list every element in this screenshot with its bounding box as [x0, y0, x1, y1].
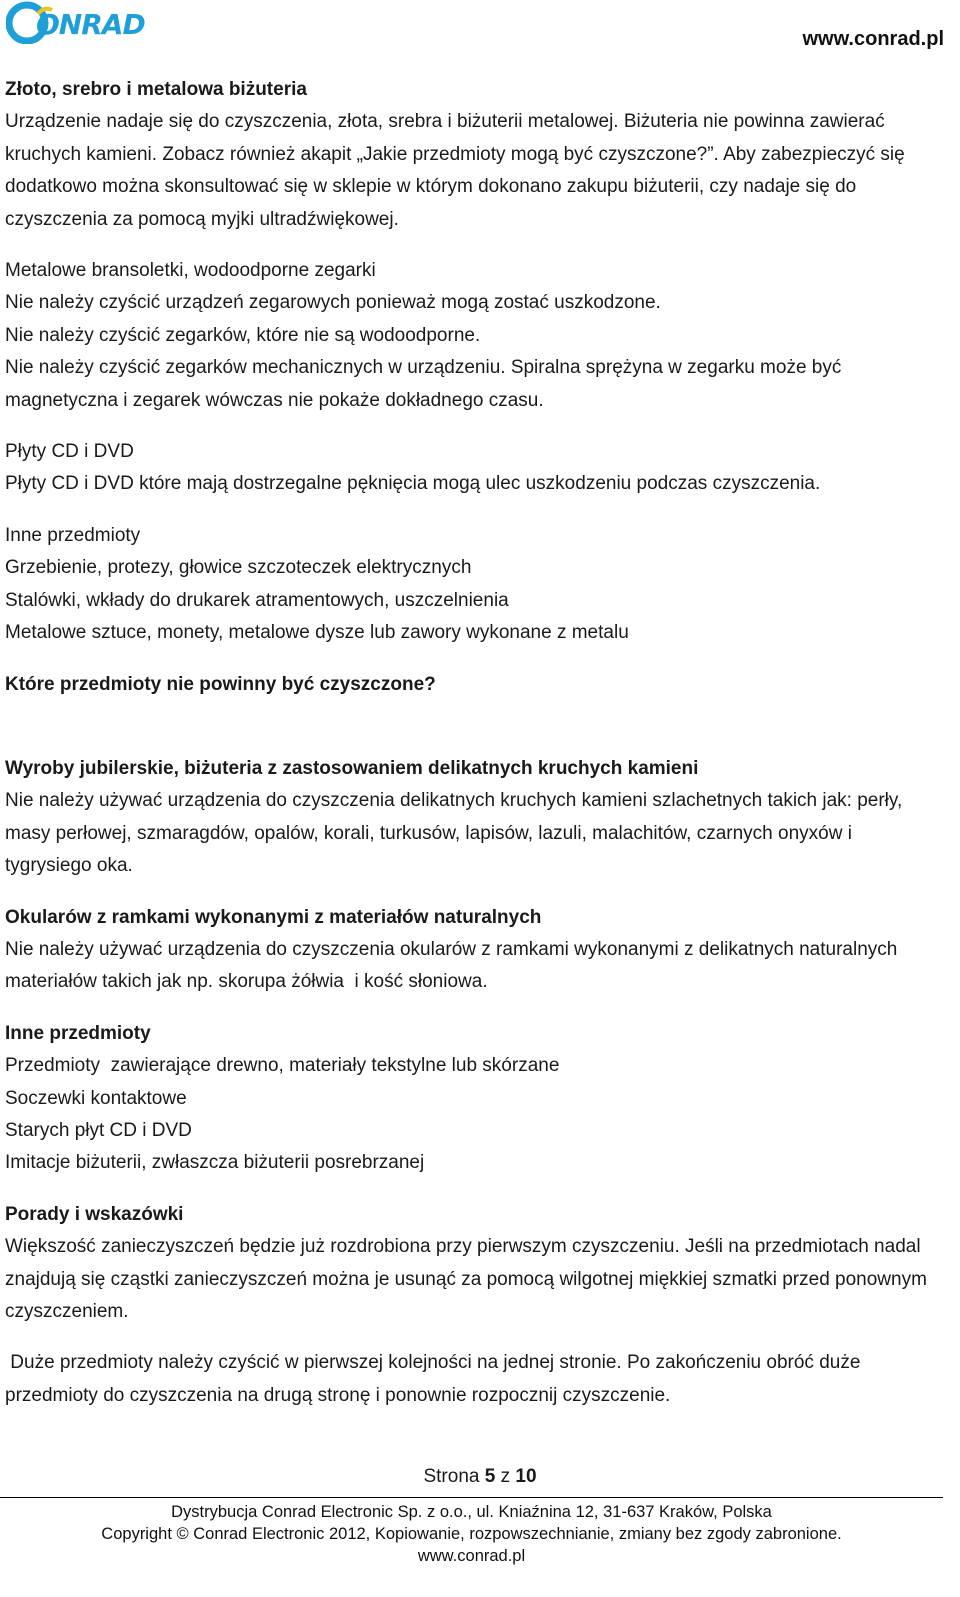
section-paragraph: Nie należy używać urządzenia do czyszczenia delikatnych kruchych kamieni szlachetnych takich jak: perły, masy perłowej, szmaragdów, opalów, korali, turkusów, lapisów, lazuli, malachitów, czarnych onyxów i tygrysiego oka. — [5, 790, 908, 877]
section-paragraph: Soczewki kontaktowe — [5, 1087, 187, 1109]
section-heading: Porady i wskazówki — [5, 1203, 184, 1225]
section-paragraph: Większość zanieczyszczeń będzie już rozdrobiona przy pierwszym czyszczeniu. Jeśli na przedmiotach nadal znajdują się cząstki zanieczyszczeń można je usunąć za pomocą wilgotnej miękkiej szmatki przed ponownym czyszczeniem. — [5, 1236, 933, 1322]
section-paragraph: Duże przedmioty należy czyścić w pierwszej kolejności na jednej stronie. Po zakończeniu obróć duże przedmioty do czyszczenia na drugą stronę i ponownie rozpocznij czyszczenie. — [5, 1352, 866, 1406]
section-paragraph: Nie należy czyścić zegarków mechanicznych w urządzeniu. Spiralna sprężyna w zegarku może być magnetyczna i zegarek wówczas nie pokaże dokładnego czasu. — [5, 357, 847, 411]
svg-text:ONRAD: ONRAD — [36, 8, 145, 41]
page-current: 5 — [484, 1466, 496, 1487]
page-total: 10 — [515, 1466, 537, 1487]
document-body — [5, 74, 940, 1431]
section-paragraph: Metalowe sztuce, monety, metalowe dysze lub zawory wykonane z metalu — [5, 622, 629, 644]
document-section — [5, 1347, 940, 1412]
section-paragraph: Urządzenie nadaje się do czyszczenia, złota, srebra i biżuterii metalowej. Biżuteria nie powinna zawierać kruchych kamieni. Zobacz również akapit „Jakie przedmioty mogą być czyszczone?”. Aby zabezpieczyć się dodatkowo można skonsultować się w sklepie w którym dokonano zakupu biżuterii, czy nadaje się do czyszczenia za pomocą myjki ultradźwiękowej. — [5, 111, 910, 230]
section-paragraph: Imitacje biżuterii, zwłaszcza biżuterii posrebrzanej — [5, 1152, 425, 1174]
document-section — [5, 1199, 940, 1329]
section-heading: Płyty CD i DVD — [5, 441, 134, 463]
document-section — [5, 1018, 940, 1180]
question-heading: Które przedmioty nie powinny być czyszczone? — [5, 673, 436, 695]
footer-copyright: Copyright © Conrad Electronic 2012, Kopiowanie, rozpowszechnianie, zmiany bez zgody zabronione. — [101, 1525, 842, 1543]
section-paragraph: Nie należy używać urządzenia do czyszczenia okularów z ramkami wykonanymi z delikatnych naturalnych materiałów takich jak np. skorupa żółwia i kość słoniowa. — [5, 938, 903, 993]
document-section — [5, 902, 940, 999]
section-paragraph: Nie należy czyścić zegarków, które nie są wodoodporne. — [5, 324, 481, 346]
conrad-logo — [6, 0, 166, 44]
section-heading: Inne przedmioty — [5, 524, 141, 546]
section-heading: Inne przedmioty — [5, 1022, 151, 1044]
page-of: z — [500, 1466, 511, 1487]
page-footer — [0, 1501, 943, 1567]
section-paragraph: Nie należy czyścić urządzeń zegarowych ponieważ mogą zostać uszkodzone. — [5, 292, 661, 314]
section-paragraph: Stalówki, wkłady do drukarek atramentowych, uszczelnienia — [5, 589, 509, 611]
page-number — [0, 1466, 960, 1488]
section-heading: Okularów z ramkami wykonanymi z materiałów naturalnych — [5, 906, 542, 928]
section-paragraph: Płyty CD i DVD które mają dostrzegalne pęknięcia mogą ulec uszkodzeniu podczas czyszczenia. — [5, 473, 821, 495]
document-section — [5, 753, 940, 883]
section-heading: Wyroby jubilerskie, biżuteria z zastosowaniem delikatnych kruchych kamieni — [5, 757, 699, 779]
document-section — [5, 520, 940, 650]
section-paragraph: Grzebienie, protezy, głowice szczoteczek elektrycznych — [5, 557, 472, 579]
page-header — [0, 0, 960, 60]
footer-address: Dystrybucja Conrad Electronic Sp. z o.o., ul. Kniaźnina 12, 31-637 Kraków, Polska — [171, 1503, 772, 1521]
footer-divider — [0, 1497, 943, 1498]
document-section — [5, 255, 940, 417]
section-paragraph: Przedmioty zawierające drewno, materiały tekstylne lub skórzane — [5, 1055, 560, 1077]
section-heading: Złoto, srebro i metalowa biżuteria — [5, 79, 307, 100]
section-paragraph: Starych płyt CD i DVD — [5, 1119, 192, 1141]
header-site-url: www.conrad.pl — [802, 28, 944, 50]
document-section — [5, 436, 940, 501]
footer-url: www.conrad.pl — [417, 1547, 526, 1565]
section-heading: Metalowe bransoletki, wodoodporne zegarki — [5, 260, 376, 282]
page-label: Strona — [423, 1466, 480, 1487]
document-section — [5, 74, 940, 236]
